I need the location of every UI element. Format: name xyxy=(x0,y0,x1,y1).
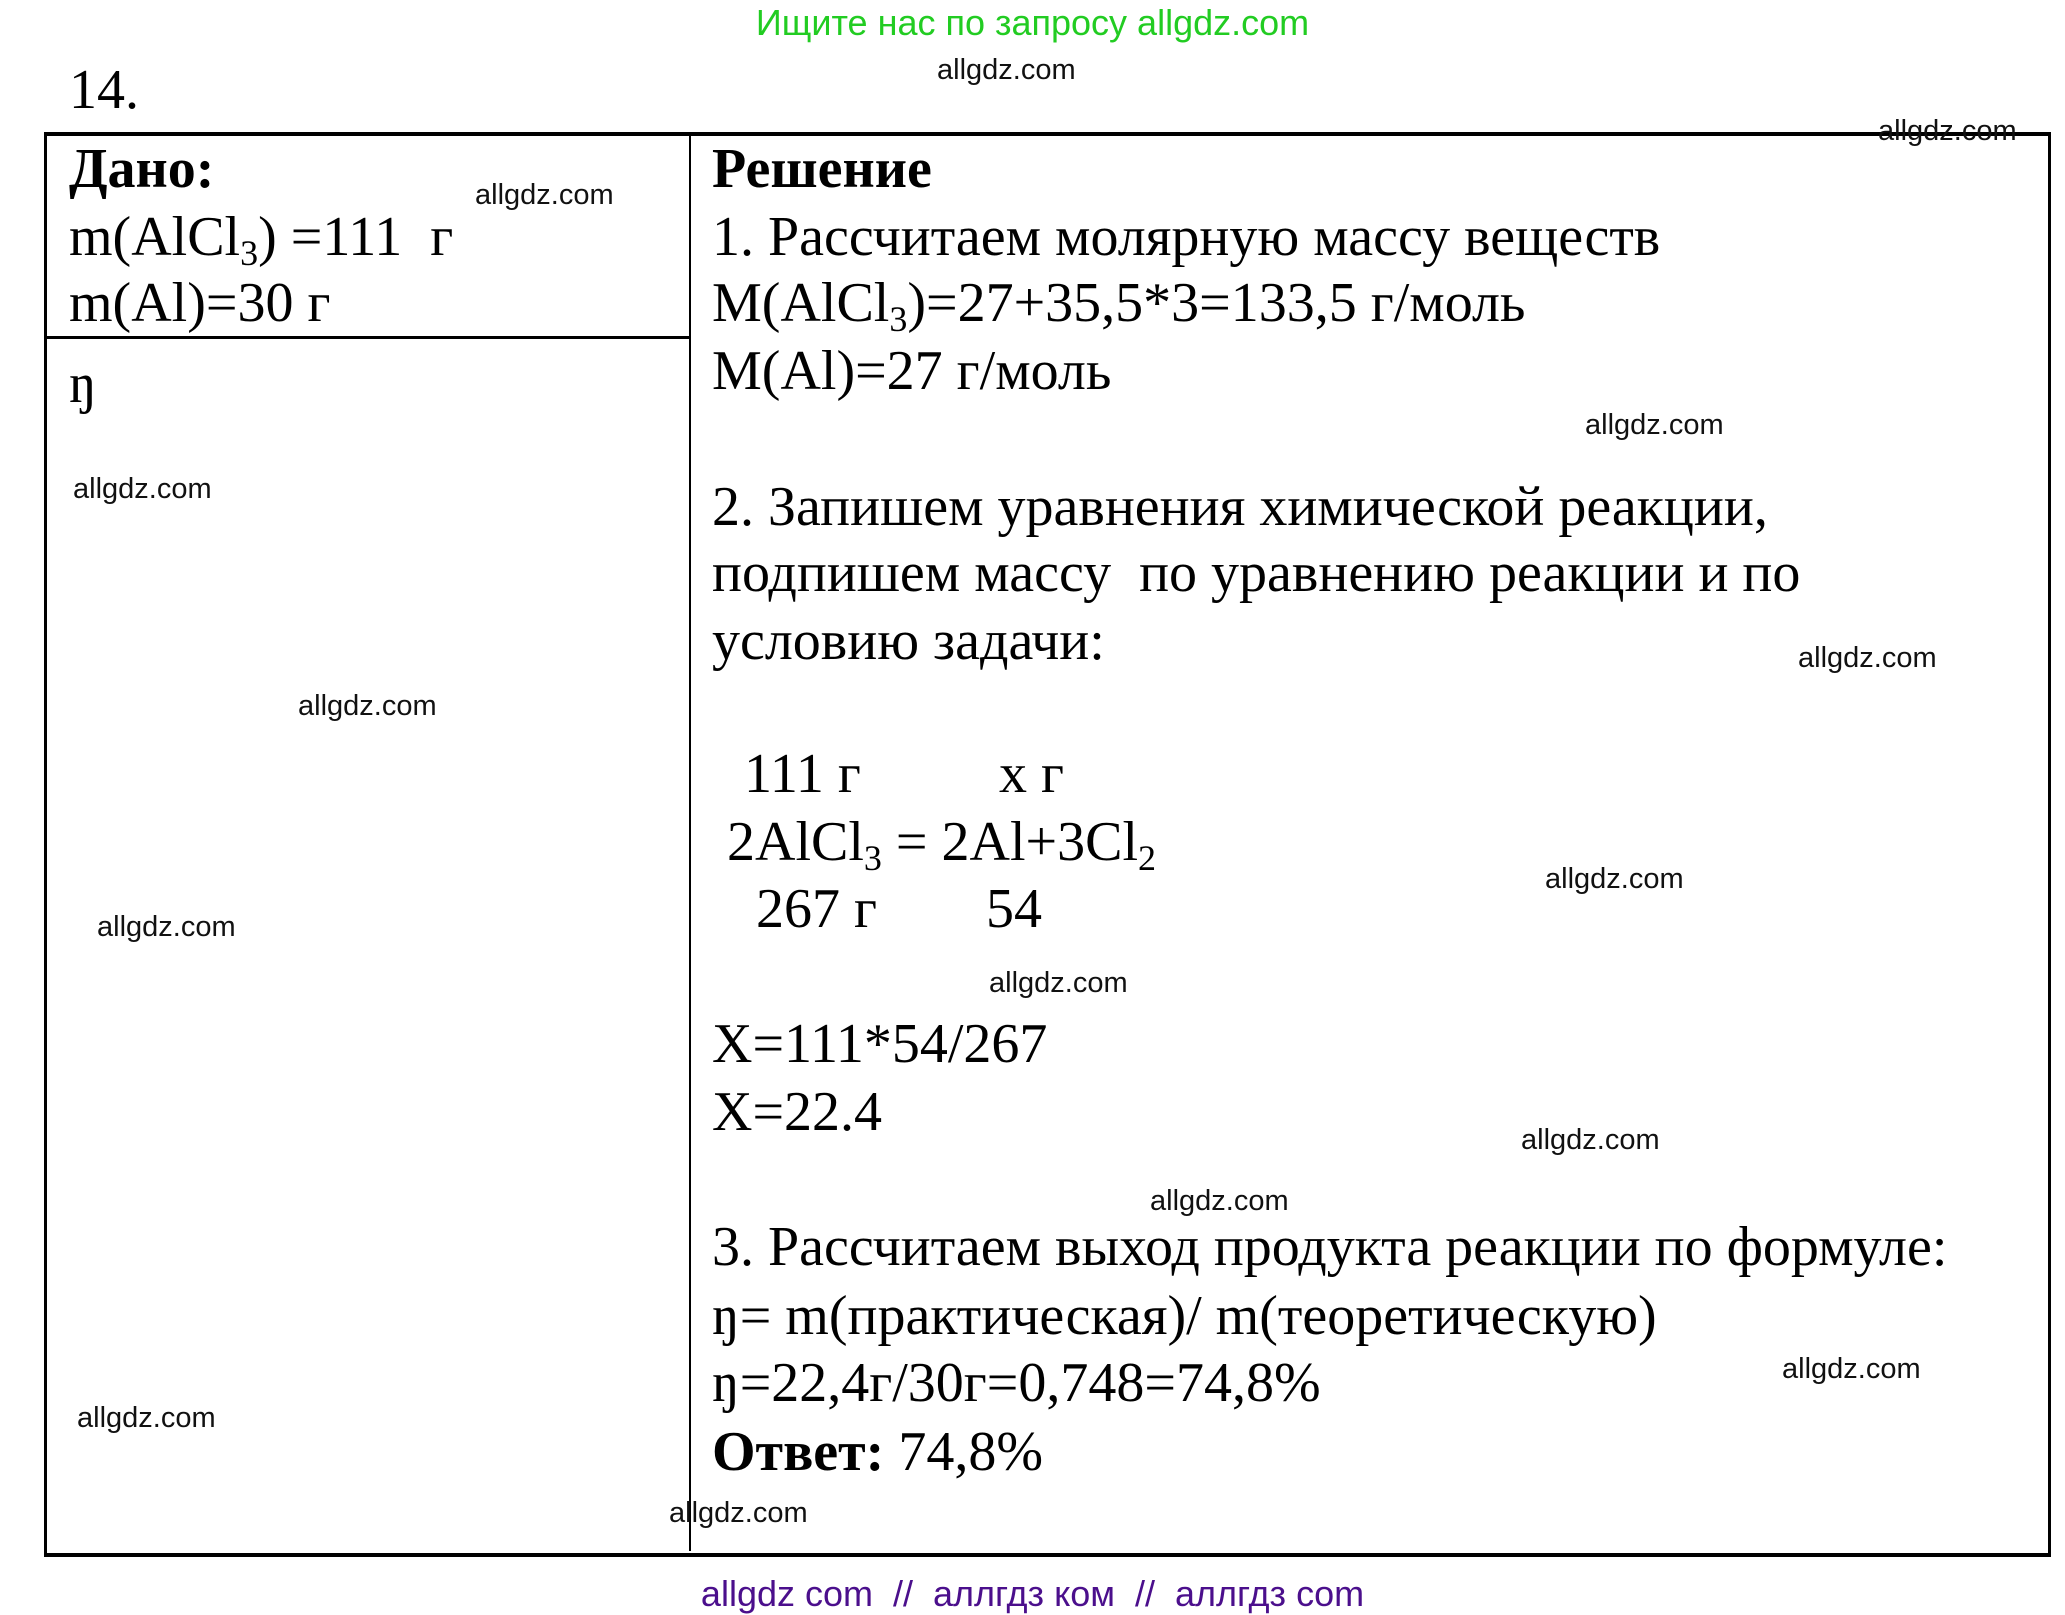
subscript: 2 xyxy=(1138,838,1156,878)
watermark: allgdz.com xyxy=(1545,863,1684,895)
search-banner: Ищите нас по запросу allgdz.com xyxy=(755,2,1310,43)
watermark: allgdz.com xyxy=(1521,1124,1660,1156)
equation-bottom-right: 54 xyxy=(986,878,1042,940)
watermark: allgdz.com xyxy=(97,911,236,943)
step-3: 3. Рассчитаем выход продукта реакции по формуле: xyxy=(712,1216,1948,1278)
watermark: allgdz.com xyxy=(1782,1353,1921,1385)
problem-number: 14. xyxy=(69,59,139,121)
watermark: allgdz.com xyxy=(1585,409,1724,441)
step-2-line: подпишем массу по уравнению реакции и по xyxy=(712,542,1801,604)
watermark: allgdz.com xyxy=(298,690,437,722)
text: M(AlCl xyxy=(712,272,890,334)
answer xyxy=(712,1418,1043,1486)
subscript: 3 xyxy=(863,838,882,878)
equation-bottom-left: 267 г xyxy=(756,878,877,940)
solution-title: Решение xyxy=(712,138,932,200)
equation-top-right: х г xyxy=(999,743,1064,805)
watermark: allgdz.com xyxy=(1798,642,1937,674)
text: 2AlCl xyxy=(727,811,864,873)
given-mass-alcl3 xyxy=(69,203,453,271)
watermark: allgdz.com xyxy=(73,473,212,505)
molar-mass-al: M(Al)=27 г/моль xyxy=(712,340,1112,402)
given-title: Дано: xyxy=(69,138,215,200)
given-mass-al: m(Al)=30 г xyxy=(69,272,331,334)
text: ) =111 г xyxy=(258,206,454,268)
watermark: allgdz.com xyxy=(1878,115,2017,147)
find-yield: ŋ xyxy=(69,353,97,415)
step-1: 1. Рассчитаем молярную массу веществ xyxy=(712,206,1661,268)
step-2-line: условию задачи: xyxy=(712,610,1105,672)
subscript: 3 xyxy=(240,233,259,273)
watermark: allgdz.com xyxy=(475,179,614,211)
watermark: allgdz.com xyxy=(989,967,1128,999)
reaction-equation xyxy=(727,808,1156,876)
answer-value: 74,8% xyxy=(884,1421,1043,1483)
subscript: 3 xyxy=(889,299,908,339)
watermark: allgdz.com xyxy=(77,1402,216,1434)
text: m(AlCl xyxy=(69,206,241,268)
step-2-line: 2. Запишем уравнения химической реакции, xyxy=(712,476,1768,538)
calculation-2: X=22.4 xyxy=(712,1081,883,1143)
watermark: allgdz.com xyxy=(1150,1185,1289,1217)
yield-result: ŋ=22,4г/30г=0,748=74,8% xyxy=(712,1352,1321,1414)
column-divider xyxy=(689,134,691,1551)
equation-top-left: 111 г xyxy=(744,743,861,805)
text: = 2Al+3Cl xyxy=(881,811,1138,873)
molar-mass-alcl3 xyxy=(712,269,1525,337)
watermark: allgdz.com xyxy=(669,1497,808,1529)
watermark: allgdz.com xyxy=(937,54,1076,86)
answer-label: Ответ: xyxy=(712,1421,885,1483)
text: )=27+35,5*3=133,5 г/моль xyxy=(907,272,1526,334)
calculation-1: X=111*54/267 xyxy=(712,1013,1048,1075)
footer-banner: allgdz com // аллгдз ком // аллгдз com xyxy=(700,1573,1365,1614)
yield-formula: ŋ= m(практическая)/ m(теоретическую) xyxy=(712,1285,1657,1347)
